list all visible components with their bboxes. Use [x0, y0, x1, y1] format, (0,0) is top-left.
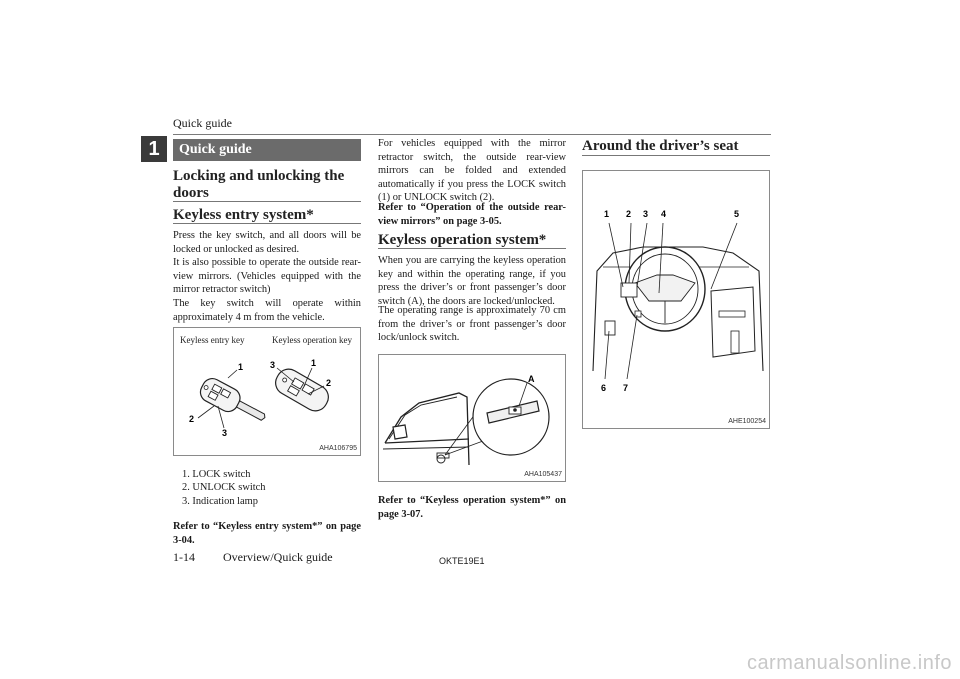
keys-illustration	[174, 348, 360, 443]
subheading-divider	[173, 223, 361, 224]
callout-7: 7	[623, 383, 629, 393]
callout-3: 3	[643, 209, 649, 219]
figure-label-operation-key: Keyless operation key	[272, 335, 352, 345]
list-item: 3. Indication lamp	[182, 495, 258, 507]
callout-6: 6	[601, 383, 607, 393]
reference-mirrors: Refer to “Operation of the outside rear-view mirrors” on page 3-05.	[378, 202, 566, 227]
reference-keyless-operation: Refer to “Keyless operation system*” on page 3-07.	[378, 495, 566, 520]
door-switch-figure	[378, 354, 566, 482]
door-illustration	[379, 355, 565, 481]
heading-divider	[582, 155, 770, 156]
figure-code: AHA105437	[524, 471, 562, 478]
chapter-tab: 1	[141, 136, 167, 162]
drivers-seat-figure	[582, 170, 770, 429]
paragraph: Press the key switch, and all doors will be locked or unlocked as desired.	[173, 230, 361, 255]
running-header: Quick guide	[173, 116, 232, 130]
callout-1-operation: 1	[311, 358, 317, 368]
mirror-paragraph: For vehicles equipped with the mirror retractor switch, the outside rear-view mirrors can be folded and extended automatically if you press the LOCK switch (1) or UNLOCK switch (2).	[378, 138, 566, 204]
callout-1: 1	[604, 209, 610, 219]
heading-divider	[173, 201, 361, 202]
paragraph: It is also possible to operate the outside rear-view mirrors. (Vehicles equipped with the mirror retractor switch)	[173, 257, 361, 296]
callout-2-entry: 2	[189, 414, 195, 424]
figure-code: AHE100254	[728, 418, 766, 425]
callout-4: 4	[661, 209, 667, 219]
reference-keyless-entry: Refer to “Keyless entry system*” on page 3-04.	[173, 521, 361, 546]
doc-code: OKTE19E1	[439, 556, 485, 566]
keyless-keys-figure	[173, 327, 361, 456]
subheading-keyless-entry: Keyless entry system*	[173, 207, 314, 223]
figure-label-entry-key: Keyless entry key	[180, 335, 245, 345]
figure-code: AHA106795	[319, 445, 357, 452]
range-paragraph: The operating range is approximately 70 cm from the driver’s or front passenger’s door lock/unlock switch.	[378, 305, 566, 344]
heading-drivers-seat: Around the driver’s seat	[582, 138, 739, 154]
callout-3-operation: 3	[270, 360, 276, 370]
subheading-keyless-operation: Keyless operation system*	[378, 232, 547, 248]
header-divider	[173, 134, 771, 135]
callout-1-entry: 1	[238, 362, 244, 372]
callout-5: 5	[734, 209, 740, 219]
cockpit-illustration	[583, 171, 769, 428]
left-body	[173, 229, 361, 324]
callout-3-entry: 3	[222, 428, 228, 438]
operation-paragraph: When you are carrying the keyless operation key and within the operating range, if you press the driver’s or front passenger’s door switch (A), the doors are locked/unlocked.	[378, 255, 566, 307]
section-heading: Locking and unlocking the doors	[173, 168, 345, 201]
list-item: 1. LOCK switch	[182, 469, 251, 480]
subheading-divider	[378, 248, 566, 249]
section-banner: Quick guide	[173, 139, 361, 161]
paragraph: The key switch will operate within approximately 4 m from the vehicle.	[173, 297, 361, 323]
watermark: carmanualsonline.info	[746, 652, 952, 674]
callout-a: A	[528, 374, 535, 384]
page-number: 1-14	[173, 550, 195, 564]
callout-2: 2	[626, 209, 632, 219]
list-item: 2. UNLOCK switch	[182, 482, 266, 494]
footer-section: Overview/Quick guide	[223, 550, 333, 564]
switch-list	[182, 468, 362, 508]
callout-2-operation: 2	[326, 378, 332, 388]
